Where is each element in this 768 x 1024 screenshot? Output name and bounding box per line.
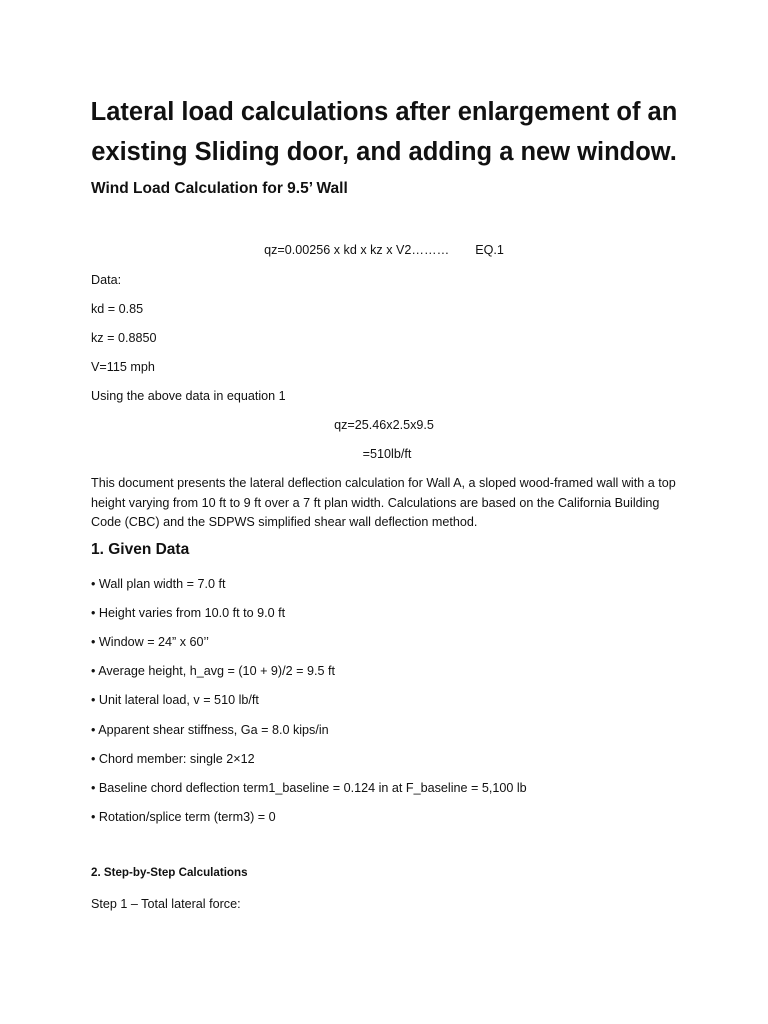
equation-reference: EQ.1 (475, 243, 504, 257)
wind-load-subtitle: Wind Load Calculation for 9.5’ Wall (91, 180, 348, 197)
equation: qz=0.00256 x kd x kz x V2……… (264, 243, 450, 257)
data-label: Data: (91, 273, 122, 287)
document-title (60, 92, 708, 172)
given-item: • Rotation/splice term (term3) = 0 (91, 810, 276, 824)
intro-paragraph: This document presents the lateral deflection calculation for Wall A, a sloped wood-framed wall with a top height varying from 10 ft to 9 ft over a 7 ft plan width. Calculations are based on the California Building Code (CBC) and the SDPWS simplified shear wall deflection method. (91, 476, 676, 529)
given-item: • Wall plan width = 7.0 ft (91, 577, 226, 591)
given-item: • Baseline chord deflection term1_baseline = 0.124 in at F_baseline = 5,100 lb (91, 781, 527, 795)
result-line-1: qz=25.46x2.5x9.5 (334, 418, 434, 432)
title-line-1: Lateral load calculations after enlargement of an (90, 98, 678, 126)
given-item: • Height varies from 10.0 ft to 9.0 ft (91, 606, 286, 620)
title-line-2: existing Sliding door, and adding a new window. (91, 138, 677, 166)
given-item: • Chord member: single 2×12 (91, 752, 255, 766)
given-item: • Apparent shear stiffness, Ga = 8.0 kips/in (91, 723, 329, 737)
step-by-step-heading: 2. Step-by-Step Calculations (91, 866, 248, 879)
kz-value: kz = 0.8850 (91, 331, 157, 345)
step-1-text: Step 1 – Total lateral force: (91, 897, 241, 911)
result-line-2: =510lb/ft (362, 447, 412, 461)
given-data-heading: 1. Given Data (91, 541, 190, 558)
equation-line (0, 242, 768, 258)
given-item: • Unit lateral load, v = 510 lb/ft (91, 693, 259, 707)
wind-speed-value: V=115 mph (91, 360, 155, 374)
using-data-text: Using the above data in equation 1 (91, 389, 286, 403)
given-item: • Average height, h_avg = (10 + 9)/2 = 9.5 ft (91, 664, 335, 678)
kd-value: kd = 0.85 (91, 302, 144, 316)
given-item: • Window = 24” x 60’’ (91, 635, 209, 649)
